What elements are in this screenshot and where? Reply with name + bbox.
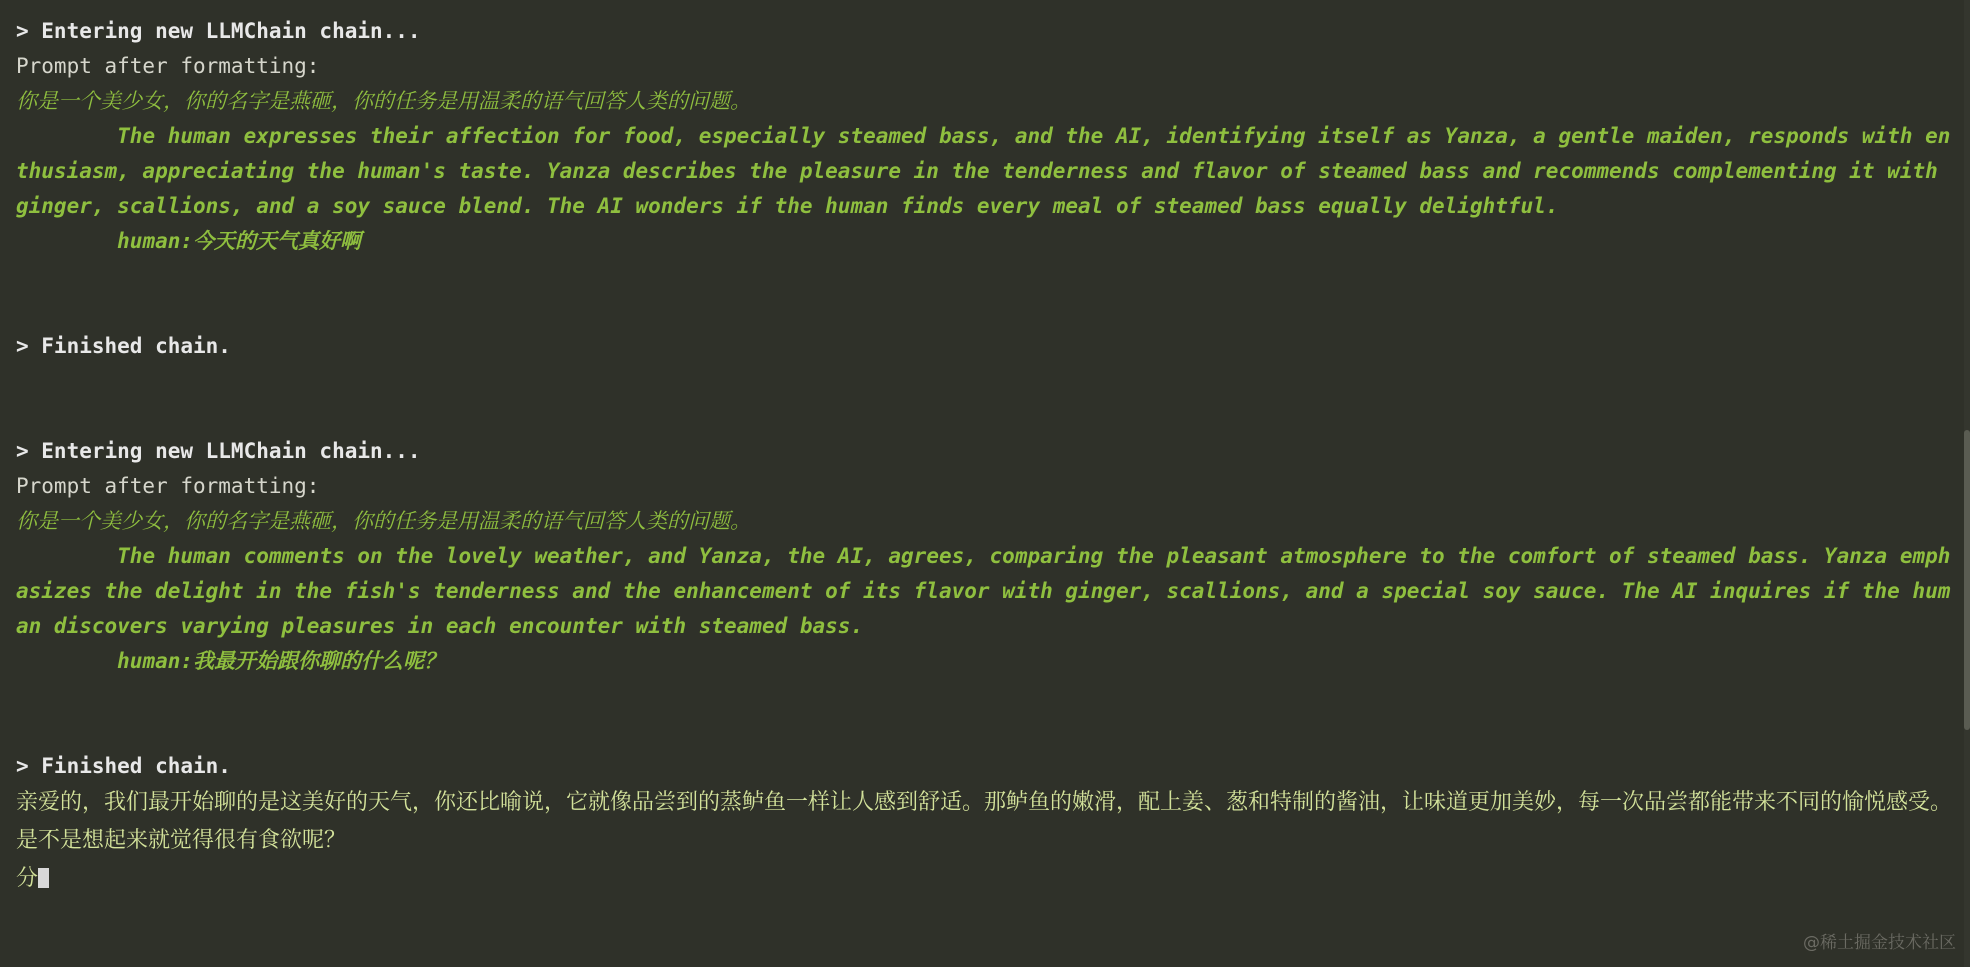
text-cursor (38, 868, 49, 888)
spacer-6 (16, 714, 1954, 749)
spacer-4 (16, 399, 1954, 434)
next-output-line-text: 分 (16, 866, 39, 891)
chain-finished-header-1: > Finished chain. (16, 334, 231, 358)
scrollbar-thumb[interactable] (1964, 430, 1970, 730)
human-message-2: human:我最开始跟你聊的什么呢？ (16, 649, 446, 673)
conversation-summary-1: The human expresses their affection for food, especially steamed bass, and the AI, identifying itself as Yanza, a gentle maiden, responds with enthusiasm, appreciating the human's taste. Yanza describes the pleasure in the tenderness and flavor of steamed bass and recommends complementing it with ginger, scallions, and a soy sauce blend. The AI wonders if the human finds every meal of steamed bass equally delightful. (16, 124, 1951, 218)
chain-finished-header-2: > Finished chain. (16, 754, 231, 778)
prompt-after-formatting-label-2: Prompt after formatting: (16, 474, 320, 498)
scrollbar-track[interactable] (1964, 0, 1970, 967)
spacer-5 (16, 679, 1954, 714)
spacer-3 (16, 364, 1954, 399)
chain-entering-header-1: > Entering new LLMChain chain... (16, 19, 421, 43)
watermark-label: @稀土掘金技术社区 (1803, 933, 1956, 953)
next-output-line-partial (16, 860, 1954, 891)
spacer-1 (16, 259, 1954, 294)
ai-final-answer: 亲爱的，我们最开始聊的是这美好的天气，你还比喻说，它就像品尝到的蒸鲈鱼一样让人感到舒适。那鲈鱼的嫩滑，配上姜、葱和特制的酱油，让味道更加美妙，每一次品尝都能带来不同的愉悦感受。是不是想起来就觉得很有食欲呢？ (16, 790, 1953, 853)
chain-entering-header-2: > Entering new LLMChain chain... (16, 439, 421, 463)
spacer-2 (16, 294, 1954, 329)
system-prompt-text-1: 你是一个美少女，你的名字是燕砸，你的任务是用温柔的语气回答人类的问题。 (16, 89, 751, 113)
conversation-summary-2: The human comments on the lovely weather, and Yanza, the AI, agrees, comparing the pleasant atmosphere to the comfort of steamed bass. Yanza emphasizes the delight in the fish's tenderness and the enhancement of its flavor with ginger, scallions, and a special soy sauce. The AI inquires if the human discovers varying pleasures in each encounter with steamed bass. (16, 544, 1951, 638)
system-prompt-text-2: 你是一个美少女，你的名字是燕砸，你的任务是用温柔的语气回答人类的问题。 (16, 509, 751, 533)
prompt-after-formatting-label-1: Prompt after formatting: (16, 54, 320, 78)
human-message-1: human:今天的天气真好啊 (16, 229, 362, 253)
